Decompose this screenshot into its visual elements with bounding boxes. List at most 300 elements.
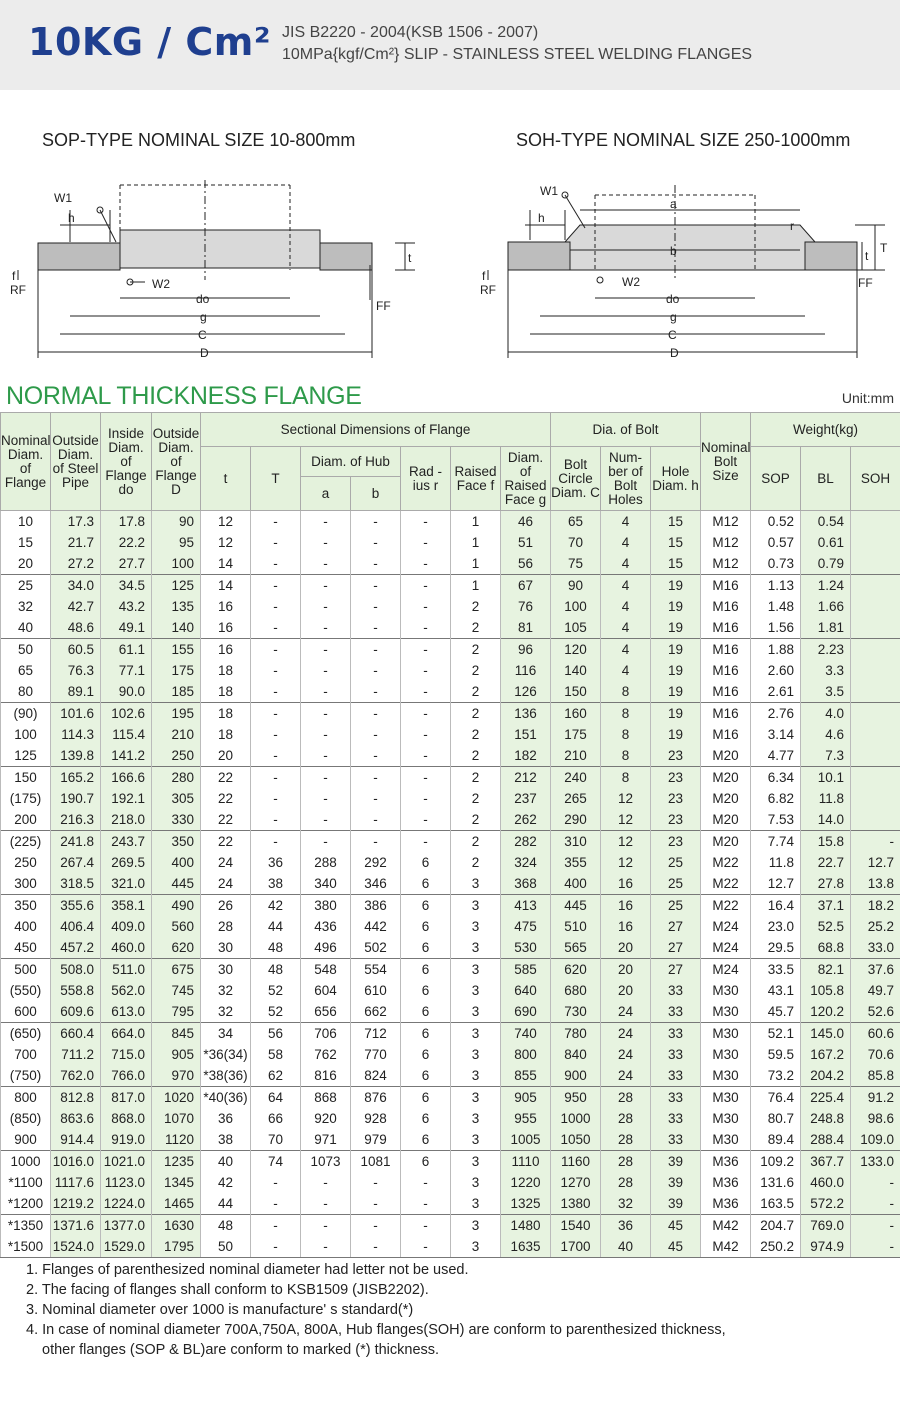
header-inside-diam: Inside Diam. of Flange do <box>101 413 152 511</box>
table-cell: 1380 <box>551 1193 601 1215</box>
table-cell: 32 <box>201 980 251 1001</box>
table-cell: 845 <box>152 1023 201 1045</box>
page-title: 10KG / Cm² <box>28 20 271 64</box>
table-cell: 1 <box>451 532 501 553</box>
header-bolt-circle: Bolt Circle Diam. C <box>551 447 601 511</box>
table-cell: - <box>401 809 451 831</box>
table-cell: 22 <box>201 809 251 831</box>
table-cell: - <box>251 1172 301 1193</box>
table-cell: 640 <box>501 980 551 1001</box>
table-cell: 195 <box>152 703 201 725</box>
table-row <box>1 788 900 809</box>
table-cell: 10.1 <box>801 767 851 789</box>
table-cell: 190.7 <box>51 788 101 809</box>
table-cell: 32 <box>1 596 51 617</box>
table-row <box>1 1001 900 1023</box>
table-cell: - <box>251 596 301 617</box>
table-cell: 131.6 <box>751 1172 801 1193</box>
table-cell: 1070 <box>152 1108 201 1129</box>
table-cell: 20 <box>601 959 651 981</box>
table-row <box>1 1129 900 1151</box>
table-cell: 133.0 <box>851 1151 900 1173</box>
table-cell: - <box>401 596 451 617</box>
table-cell: 664.0 <box>101 1023 152 1045</box>
table-row <box>1 852 900 873</box>
header-hub-b: b <box>351 477 401 511</box>
table-cell: 662 <box>351 1001 401 1023</box>
table-cell: (850) <box>1 1108 51 1129</box>
table-cell: 60.6 <box>851 1023 900 1045</box>
header-diam-of-hub: Diam. of Hub <box>301 447 401 477</box>
table-cell: 1465 <box>152 1193 201 1215</box>
table-cell: 324 <box>501 852 551 873</box>
header-bolt-holes: Num- ber of Bolt Holes <box>601 447 651 511</box>
table-cell: 780 <box>551 1023 601 1045</box>
table-cell: 4 <box>601 660 651 681</box>
sop-flange-diagram <box>0 170 440 375</box>
table-cell: - <box>401 788 451 809</box>
table-cell: 457.2 <box>51 937 101 959</box>
table-cell: 210 <box>152 724 201 745</box>
table-cell: (650) <box>1 1023 51 1045</box>
table-cell: 3 <box>451 1236 501 1258</box>
table-cell <box>851 511 900 533</box>
table-cell: 212 <box>501 767 551 789</box>
table-cell: - <box>401 660 451 681</box>
table-cell: 979 <box>351 1129 401 1151</box>
table-cell: 2 <box>451 788 501 809</box>
table-cell: *1200 <box>1 1193 51 1215</box>
table-row <box>1 1151 900 1173</box>
table-cell: M36 <box>701 1193 751 1215</box>
table-cell: 19 <box>651 724 701 745</box>
table-cell: 510 <box>551 916 601 937</box>
table-cell: 12 <box>601 852 651 873</box>
table-cell: - <box>251 511 301 533</box>
table-cell: 3 <box>451 895 501 917</box>
table-cell: 125 <box>1 745 51 767</box>
table-cell: 70 <box>551 532 601 553</box>
table-cell: 3 <box>451 873 501 895</box>
table-cell: 11.8 <box>801 788 851 809</box>
table-cell: 19 <box>651 681 701 703</box>
table-cell: 98.6 <box>851 1108 900 1129</box>
table-cell: 660.4 <box>51 1023 101 1045</box>
table-cell: - <box>251 703 301 725</box>
table-cell: 22 <box>201 767 251 789</box>
table-cell: 2 <box>451 596 501 617</box>
table-cell: 6 <box>401 1108 451 1129</box>
table-cell: 90 <box>152 511 201 533</box>
table-cell: 45 <box>651 1215 701 1237</box>
table-cell: - <box>401 703 451 725</box>
table-cell: (750) <box>1 1065 51 1087</box>
sop-label-g: g <box>200 310 207 324</box>
table-cell: 95 <box>152 532 201 553</box>
table-cell: 321.0 <box>101 873 152 895</box>
table-cell: 711.2 <box>51 1044 101 1065</box>
table-cell: 40 <box>1 617 51 639</box>
table-cell: 2 <box>451 809 501 831</box>
table-cell: 6 <box>401 980 451 1001</box>
table-cell: - <box>351 617 401 639</box>
table-cell: 280 <box>152 767 201 789</box>
table-row <box>1 809 900 831</box>
footnote-4: 4. In case of nominal diameter 700A,750A, 800A, Hub flanges(SOH) are conform to parenthesized thickness, <box>26 1322 726 1338</box>
table-cell: 24 <box>601 1065 651 1087</box>
header-bl: BL <box>801 447 851 511</box>
table-cell: 15.8 <box>801 831 851 853</box>
table-cell: 1224.0 <box>101 1193 152 1215</box>
table-cell: 1120 <box>152 1129 201 1151</box>
table-cell: 102.6 <box>101 703 152 725</box>
table-cell: 52.6 <box>851 1001 900 1023</box>
table-cell: 1.66 <box>801 596 851 617</box>
table-cell: 868 <box>301 1087 351 1109</box>
table-cell: 24 <box>201 852 251 873</box>
table-cell: 680 <box>551 980 601 1001</box>
table-cell: 33 <box>651 1129 701 1151</box>
header-raised-face-diam: Diam. of Raised Face g <box>501 447 551 511</box>
table-cell: 109.2 <box>751 1151 801 1173</box>
table-cell: 0.54 <box>801 511 851 533</box>
table-cell: 1235 <box>152 1151 201 1173</box>
table-cell: 358.1 <box>101 895 152 917</box>
table-cell: M24 <box>701 916 751 937</box>
soh-label-t-large: T <box>880 241 888 255</box>
table-row <box>1 1193 900 1215</box>
table-row <box>1 937 900 959</box>
table-cell: 18 <box>201 703 251 725</box>
table-row <box>1 575 900 597</box>
table-cell: 18.2 <box>851 895 900 917</box>
table-cell: 445 <box>551 895 601 917</box>
table-cell: - <box>301 532 351 553</box>
table-cell: 3 <box>451 1215 501 1237</box>
table-cell: 3 <box>451 916 501 937</box>
table-cell: 140 <box>152 617 201 639</box>
table-row <box>1 895 900 917</box>
table-cell: 29.5 <box>751 937 801 959</box>
table-cell: 74 <box>251 1151 301 1173</box>
table-cell: 42.7 <box>51 596 101 617</box>
table-cell: 1000 <box>551 1108 601 1129</box>
table-cell: 42 <box>201 1172 251 1193</box>
table-cell: 1005 <box>501 1129 551 1151</box>
table-cell: 355 <box>551 852 601 873</box>
table-cell: 766.0 <box>101 1065 152 1087</box>
table-cell: 3 <box>451 937 501 959</box>
table-cell: 90 <box>551 575 601 597</box>
table-cell: 675 <box>152 959 201 981</box>
table-cell: 25 <box>651 873 701 895</box>
table-cell: 237 <box>501 788 551 809</box>
table-cell: 4 <box>601 639 651 661</box>
table-cell: 905 <box>501 1087 551 1109</box>
table-cell: 33.5 <box>751 959 801 981</box>
table-cell: 18 <box>201 660 251 681</box>
table-cell <box>851 575 900 597</box>
table-cell: 39 <box>651 1172 701 1193</box>
table-cell: 151 <box>501 724 551 745</box>
table-cell: 52.1 <box>751 1023 801 1045</box>
table-cell: M30 <box>701 1044 751 1065</box>
table-cell: 40 <box>601 1236 651 1258</box>
table-cell: - <box>351 575 401 597</box>
table-cell <box>851 745 900 767</box>
table-cell: 1377.0 <box>101 1215 152 1237</box>
table-cell: 3.3 <box>801 660 851 681</box>
table-cell: 769.0 <box>801 1215 851 1237</box>
table-cell: *38(36) <box>201 1065 251 1087</box>
table-row <box>1 639 900 661</box>
table-cell: 51 <box>501 532 551 553</box>
footnote-2: 2. The facing of flanges shall conform to KSB1509 (JISB2202). <box>26 1282 429 1298</box>
table-cell: 1123.0 <box>101 1172 152 1193</box>
table-cell: 136 <box>501 703 551 725</box>
soh-label-f: f <box>482 269 486 283</box>
table-cell: 1345 <box>152 1172 201 1193</box>
table-cell: 7.74 <box>751 831 801 853</box>
table-cell: 3 <box>451 1023 501 1045</box>
header-weight: Weight(kg) <box>751 413 900 447</box>
table-cell: 28 <box>201 916 251 937</box>
table-cell: 1325 <box>501 1193 551 1215</box>
table-cell: 33 <box>651 1044 701 1065</box>
table-cell: - <box>251 660 301 681</box>
table-cell: 145.0 <box>801 1023 851 1045</box>
table-cell: 971 <box>301 1129 351 1151</box>
soh-label-c: C <box>668 328 677 342</box>
table-cell: 38 <box>251 873 301 895</box>
table-cell: - <box>251 1236 301 1258</box>
sop-label-t: t <box>408 251 412 265</box>
table-cell: - <box>351 1172 401 1193</box>
table-cell: 712 <box>351 1023 401 1045</box>
table-cell: 62 <box>251 1065 301 1087</box>
table-row <box>1 959 900 981</box>
table-cell: 812.8 <box>51 1087 101 1109</box>
table-cell: 3 <box>451 1044 501 1065</box>
table-cell: 730 <box>551 1001 601 1023</box>
table-cell: 23 <box>651 831 701 853</box>
table-cell: 6 <box>401 916 451 937</box>
footnote-3: 3. Nominal diameter over 1000 is manufacture' s standard(*) <box>26 1302 414 1318</box>
table-cell: 868.0 <box>101 1108 152 1129</box>
table-cell: 0.52 <box>751 511 801 533</box>
table-cell <box>851 639 900 661</box>
table-cell: 140 <box>551 660 601 681</box>
table-cell: 33 <box>651 1023 701 1045</box>
table-cell: 28 <box>601 1172 651 1193</box>
table-cell: - <box>301 703 351 725</box>
table-cell: 620 <box>551 959 601 981</box>
table-cell: 59.5 <box>751 1044 801 1065</box>
table-cell: 1529.0 <box>101 1236 152 1258</box>
table-cell: 42 <box>251 895 301 917</box>
table-cell: 56 <box>251 1023 301 1045</box>
table-cell: 770 <box>351 1044 401 1065</box>
table-cell: 585 <box>501 959 551 981</box>
table-cell: 795 <box>152 1001 201 1023</box>
table-cell: 330 <box>152 809 201 831</box>
table-cell: 33 <box>651 1001 701 1023</box>
table-cell: 115.4 <box>101 724 152 745</box>
table-cell: 450 <box>1 937 51 959</box>
table-cell: 75 <box>551 553 601 575</box>
table-cell: 12.7 <box>851 852 900 873</box>
table-cell: 6 <box>401 873 451 895</box>
table-row <box>1 596 900 617</box>
table-cell: 175 <box>152 660 201 681</box>
table-cell: 89.4 <box>751 1129 801 1151</box>
table-cell: M12 <box>701 532 751 553</box>
table-row <box>1 916 900 937</box>
table-cell: 1480 <box>501 1215 551 1237</box>
table-cell: 27 <box>651 916 701 937</box>
table-cell: 40 <box>201 1151 251 1173</box>
table-cell <box>851 532 900 553</box>
table-cell: M36 <box>701 1151 751 1173</box>
table-cell: 37.1 <box>801 895 851 917</box>
sop-label-ff: FF <box>376 299 391 313</box>
soh-label-d: D <box>670 346 679 360</box>
table-cell: 23 <box>651 809 701 831</box>
table-cell: 310 <box>551 831 601 853</box>
table-cell: - <box>351 724 401 745</box>
table-row <box>1 1065 900 1087</box>
soh-label-b: b <box>670 244 677 258</box>
table-cell: 70 <box>251 1129 301 1151</box>
table-cell: 955 <box>501 1108 551 1129</box>
table-cell: 2.23 <box>801 639 851 661</box>
table-cell: - <box>251 681 301 703</box>
table-cell: 50 <box>1 639 51 661</box>
table-cell: 1524.0 <box>51 1236 101 1258</box>
table-cell: - <box>251 1215 301 1237</box>
section-title: NORMAL THICKNESS FLANGE <box>6 382 362 410</box>
table-cell: - <box>351 1215 401 1237</box>
table-cell: 3 <box>451 1087 501 1109</box>
table-cell: 15 <box>651 511 701 533</box>
header-sectional-dimensions: Sectional Dimensions of Flange <box>201 413 551 447</box>
table-cell: 6 <box>401 1044 451 1065</box>
table-cell: 3 <box>451 1172 501 1193</box>
table-cell: 192.1 <box>101 788 152 809</box>
table-cell: 27.7 <box>101 553 152 575</box>
table-cell: 2 <box>451 703 501 725</box>
table-cell: 2.60 <box>751 660 801 681</box>
table-cell: - <box>301 596 351 617</box>
table-cell: - <box>301 681 351 703</box>
table-cell: 89.1 <box>51 681 101 703</box>
table-cell: 49.1 <box>101 617 152 639</box>
table-row <box>1 1023 900 1045</box>
table-cell: 52 <box>251 1001 301 1023</box>
table-cell: 182 <box>501 745 551 767</box>
sop-label-do: do <box>196 292 210 306</box>
table-cell: 139.8 <box>51 745 101 767</box>
table-cell: 68.8 <box>801 937 851 959</box>
table-cell: - <box>401 1215 451 1237</box>
footnotes <box>26 1260 886 1360</box>
sop-label-rf: RF <box>10 283 26 297</box>
table-cell: 13.8 <box>851 873 900 895</box>
table-cell: 380 <box>301 895 351 917</box>
table-cell: 2 <box>451 852 501 873</box>
table-cell: M20 <box>701 745 751 767</box>
table-cell: 46 <box>501 511 551 533</box>
table-cell <box>851 809 900 831</box>
table-cell: 19 <box>651 617 701 639</box>
table-cell: 1220 <box>501 1172 551 1193</box>
table-cell: 800 <box>1 1087 51 1109</box>
table-body <box>1 511 900 1258</box>
table-cell: 8 <box>601 681 651 703</box>
table-cell: 613.0 <box>101 1001 152 1023</box>
unit-label: Unit:mm <box>841 390 894 406</box>
table-cell: 6 <box>401 1087 451 1109</box>
table-cell: 3 <box>451 1001 501 1023</box>
table-cell: - <box>301 660 351 681</box>
table-cell: 52 <box>251 980 301 1001</box>
sop-label-h: h <box>68 211 75 225</box>
table-cell: 292 <box>351 852 401 873</box>
table-cell: 2 <box>451 681 501 703</box>
table-cell: 14.0 <box>801 809 851 831</box>
table-cell: 282 <box>501 831 551 853</box>
table-cell: 4 <box>601 575 651 597</box>
table-cell: 2 <box>451 745 501 767</box>
table-cell <box>851 596 900 617</box>
table-cell <box>851 553 900 575</box>
table-cell: - <box>301 575 351 597</box>
table-cell: 34 <box>201 1023 251 1045</box>
table-cell: M30 <box>701 1001 751 1023</box>
table-cell: 8 <box>601 703 651 725</box>
table-cell: 3.5 <box>801 681 851 703</box>
table-cell: 155 <box>152 639 201 661</box>
table-cell: 346 <box>351 873 401 895</box>
table-cell: 1635 <box>501 1236 551 1258</box>
table-row <box>1 724 900 745</box>
sop-label-f: f <box>12 269 16 283</box>
table-cell: 1700 <box>551 1236 601 1258</box>
table-cell: 15 <box>1 532 51 553</box>
table-cell: 6 <box>401 895 451 917</box>
table-cell: - <box>301 511 351 533</box>
table-cell: 25 <box>651 895 701 917</box>
table-cell: 0.57 <box>751 532 801 553</box>
soh-diagram-title: SOH-TYPE NOMINAL SIZE 250-1000mm <box>516 130 851 150</box>
table-cell: 210 <box>551 745 601 767</box>
table-cell: - <box>301 553 351 575</box>
table-cell: - <box>351 532 401 553</box>
table-cell: 15 <box>651 553 701 575</box>
table-cell: 300 <box>1 873 51 895</box>
table-cell: (90) <box>1 703 51 725</box>
table-cell: 19 <box>651 660 701 681</box>
table-cell: 175 <box>551 724 601 745</box>
table-cell: 6 <box>401 1001 451 1023</box>
table-cell: 26 <box>201 895 251 917</box>
soh-label-h: h <box>538 211 545 225</box>
header-t: t <box>201 447 251 511</box>
table-cell: 24 <box>601 1023 651 1045</box>
table-cell: 11.8 <box>751 852 801 873</box>
table-cell: 32 <box>201 1001 251 1023</box>
table-cell: 8 <box>601 745 651 767</box>
